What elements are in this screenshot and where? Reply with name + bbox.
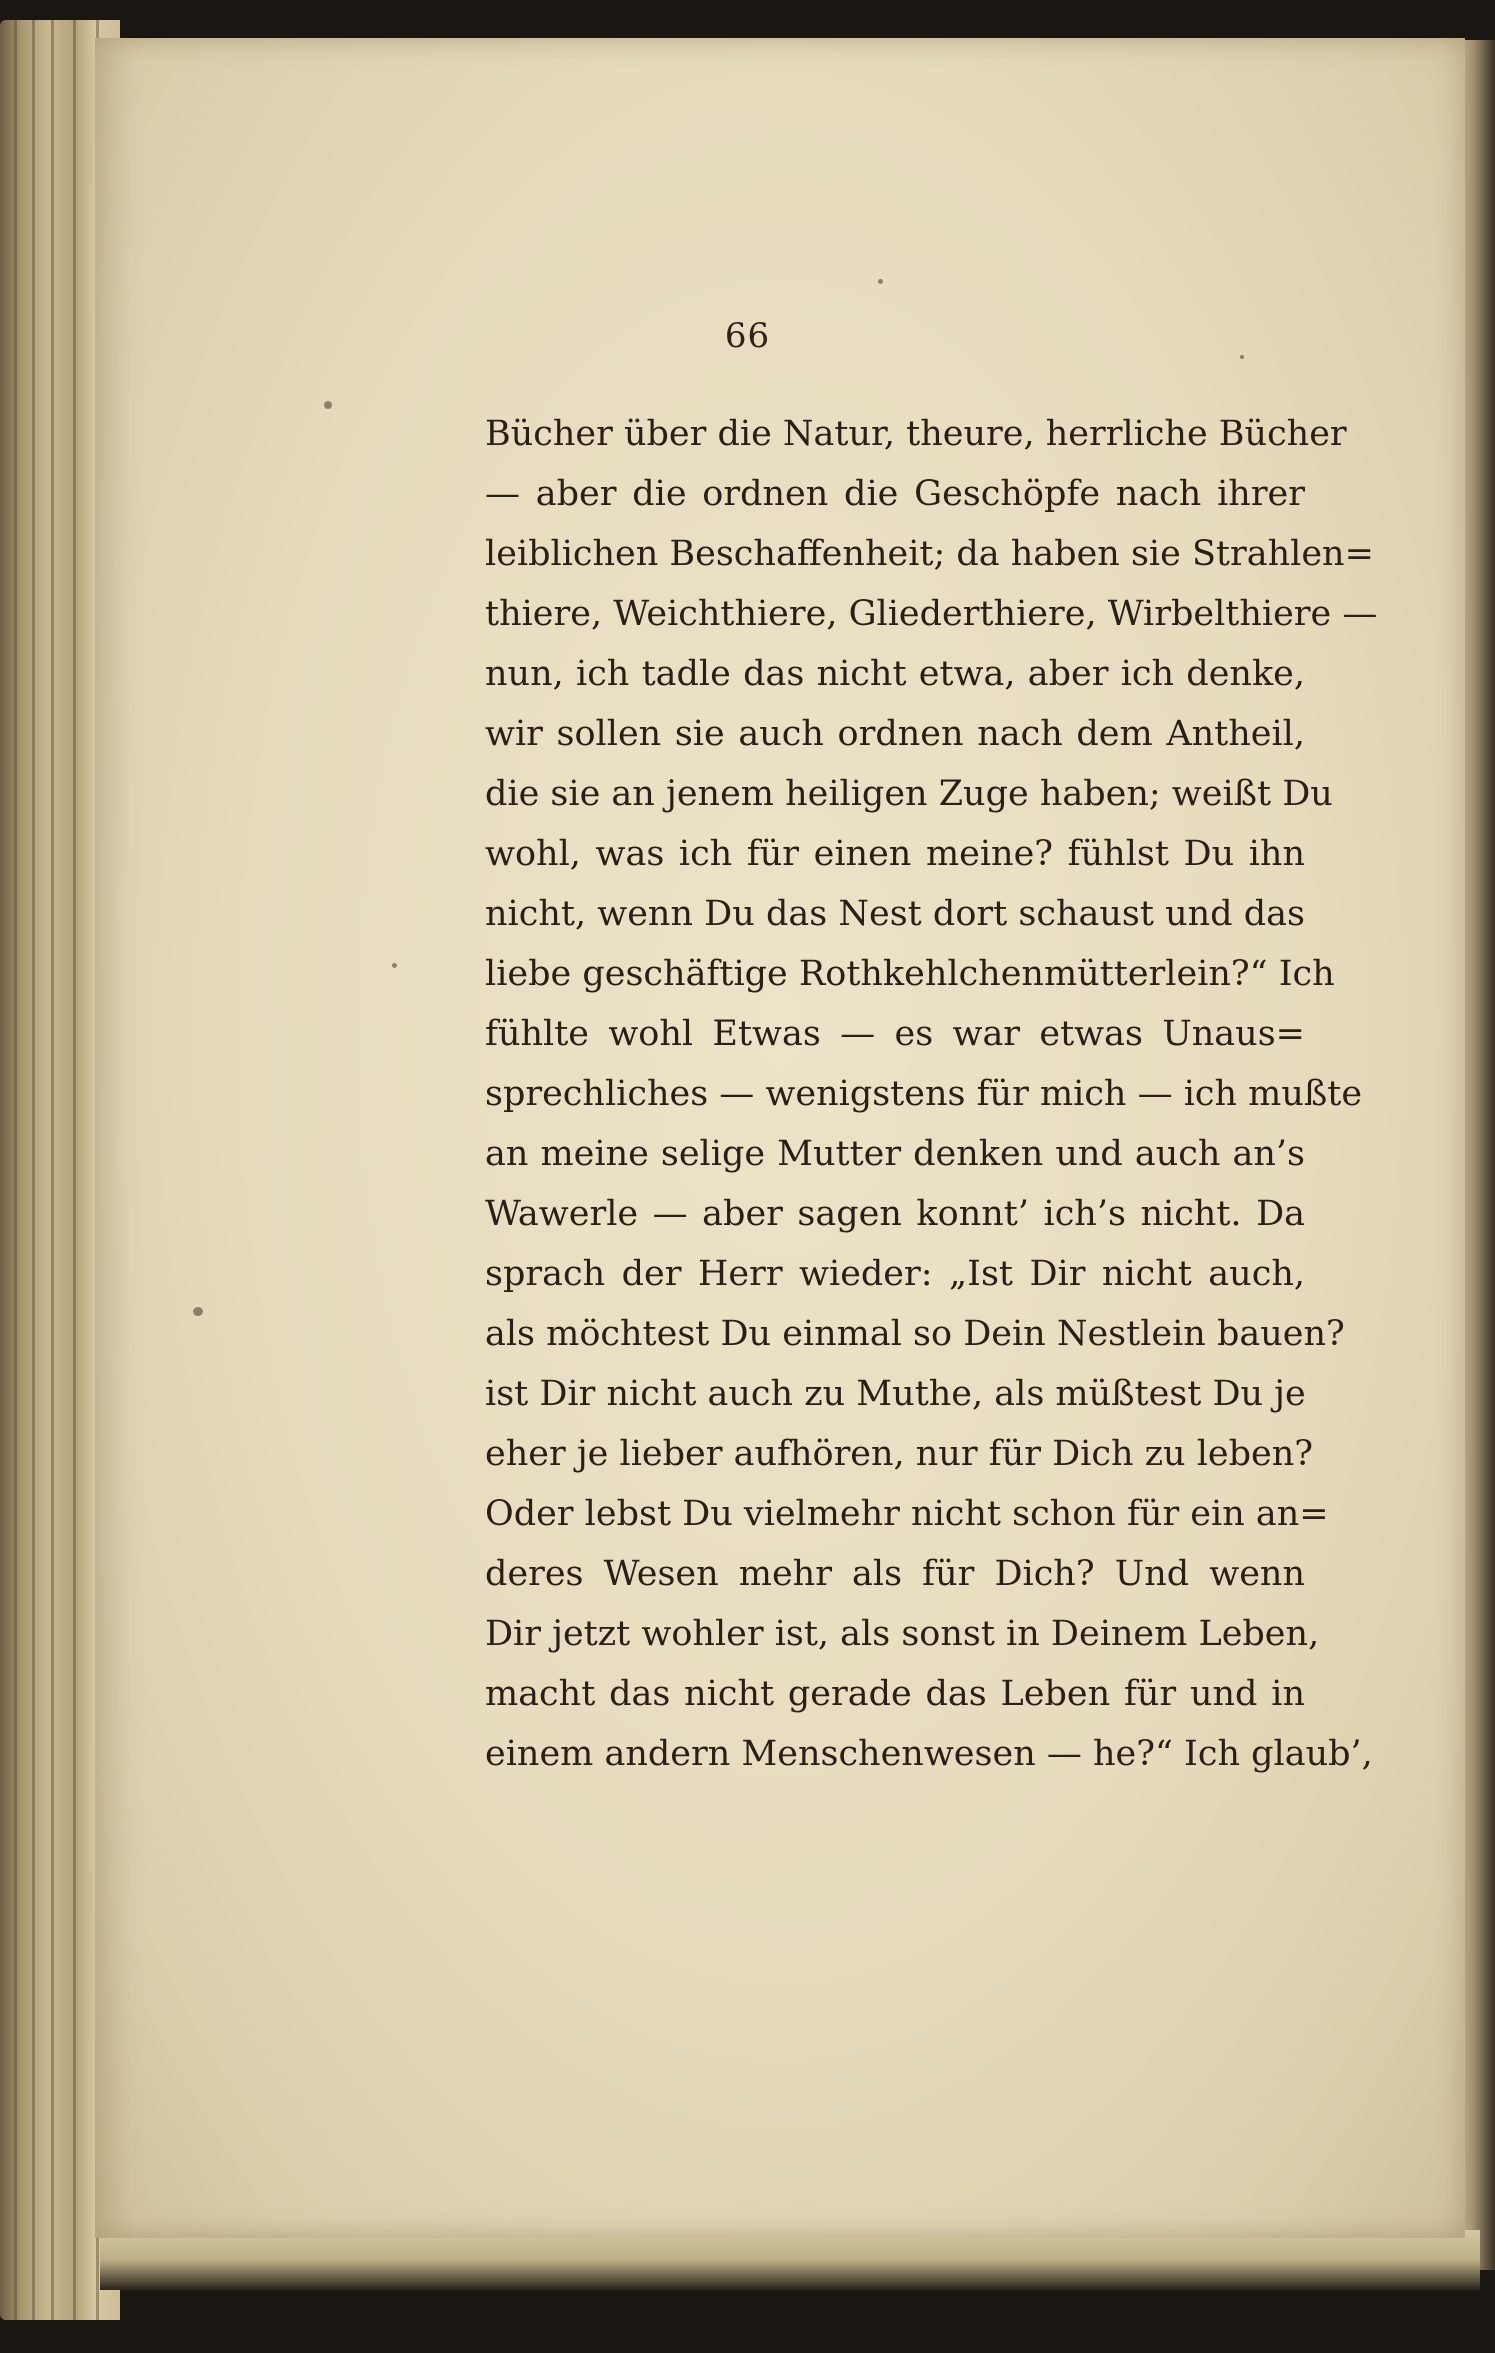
text-line: Dir jetzt wohler ist, als sonst in Deinem Leben, [485,1614,1320,1654]
book-bottom-edge [100,2230,1480,2290]
text-line: Oder lebst Du vielmehr nicht schon für ein an= [485,1494,1329,1534]
text-line: wohl, was ich für einen meine? fühlst Du ihn [485,834,1305,874]
text-line: eher je lieber aufhören, nur für Dich zu leben? [485,1434,1314,1474]
page-edge-line [73,20,76,2320]
text-line: wir sollen sie auch ordnen nach dem Antheil, [485,714,1305,754]
text-line: thiere, Weichthiere, Gliederthiere, Wirbelthiere — [485,594,1378,634]
text-line: die sie an jenem heiligen Zuge haben; weißt Du [485,774,1333,814]
text-line: nun, ich tadle das nicht etwa, aber ich denke, [485,654,1305,694]
text-line: ist Dir nicht auch zu Muthe, als müßtest Du je [485,1374,1306,1414]
text-line: Wawerle — aber sagen konnt’ ich’s nicht. Da [485,1194,1305,1234]
text-line: sprechliches — wenigstens für mich — ich mußte [485,1074,1363,1114]
text-line: einem andern Menschenwesen — he?“ Ich glaub’, [485,1734,1373,1774]
text-line: — aber die ordnen die Geschöpfe nach ihrer [485,474,1305,514]
paper-speck [392,963,397,968]
text-line: sprach der Herr wieder: „Ist Dir nicht auch, [485,1254,1305,1294]
page-edge-line [32,20,35,2320]
text-line: an meine selige Mutter denken und auch an’s [485,1134,1305,1174]
text-line: liebe geschäftige Rothkehlchenmütterlein?“ Ich [485,954,1335,994]
text-line: als möchtest Du einmal so Dein Nestlein bauen? [485,1314,1345,1354]
text-line: nicht, wenn Du das Nest dort schaust und das [485,894,1305,934]
page-edge-line [51,20,54,2320]
text-line: macht das nicht gerade das Leben für und in [485,1674,1305,1714]
text-line: fühlte wohl Etwas — es war etwas Unaus= [485,1014,1305,1054]
page-edge-line [14,20,17,2320]
paper-speck [324,401,332,409]
text-line: deres Wesen mehr als für Dich? Und wenn [485,1554,1305,1594]
text-line: Bücher über die Natur, theure, herrliche Bücher [485,414,1347,454]
page-number: 66 [724,316,771,356]
text-line: leiblichen Beschaffenheit; da haben sie Strahlen= [485,534,1374,574]
paper-speck [878,279,883,284]
body-text [485,404,1378,1784]
paper-speck [193,1307,203,1316]
